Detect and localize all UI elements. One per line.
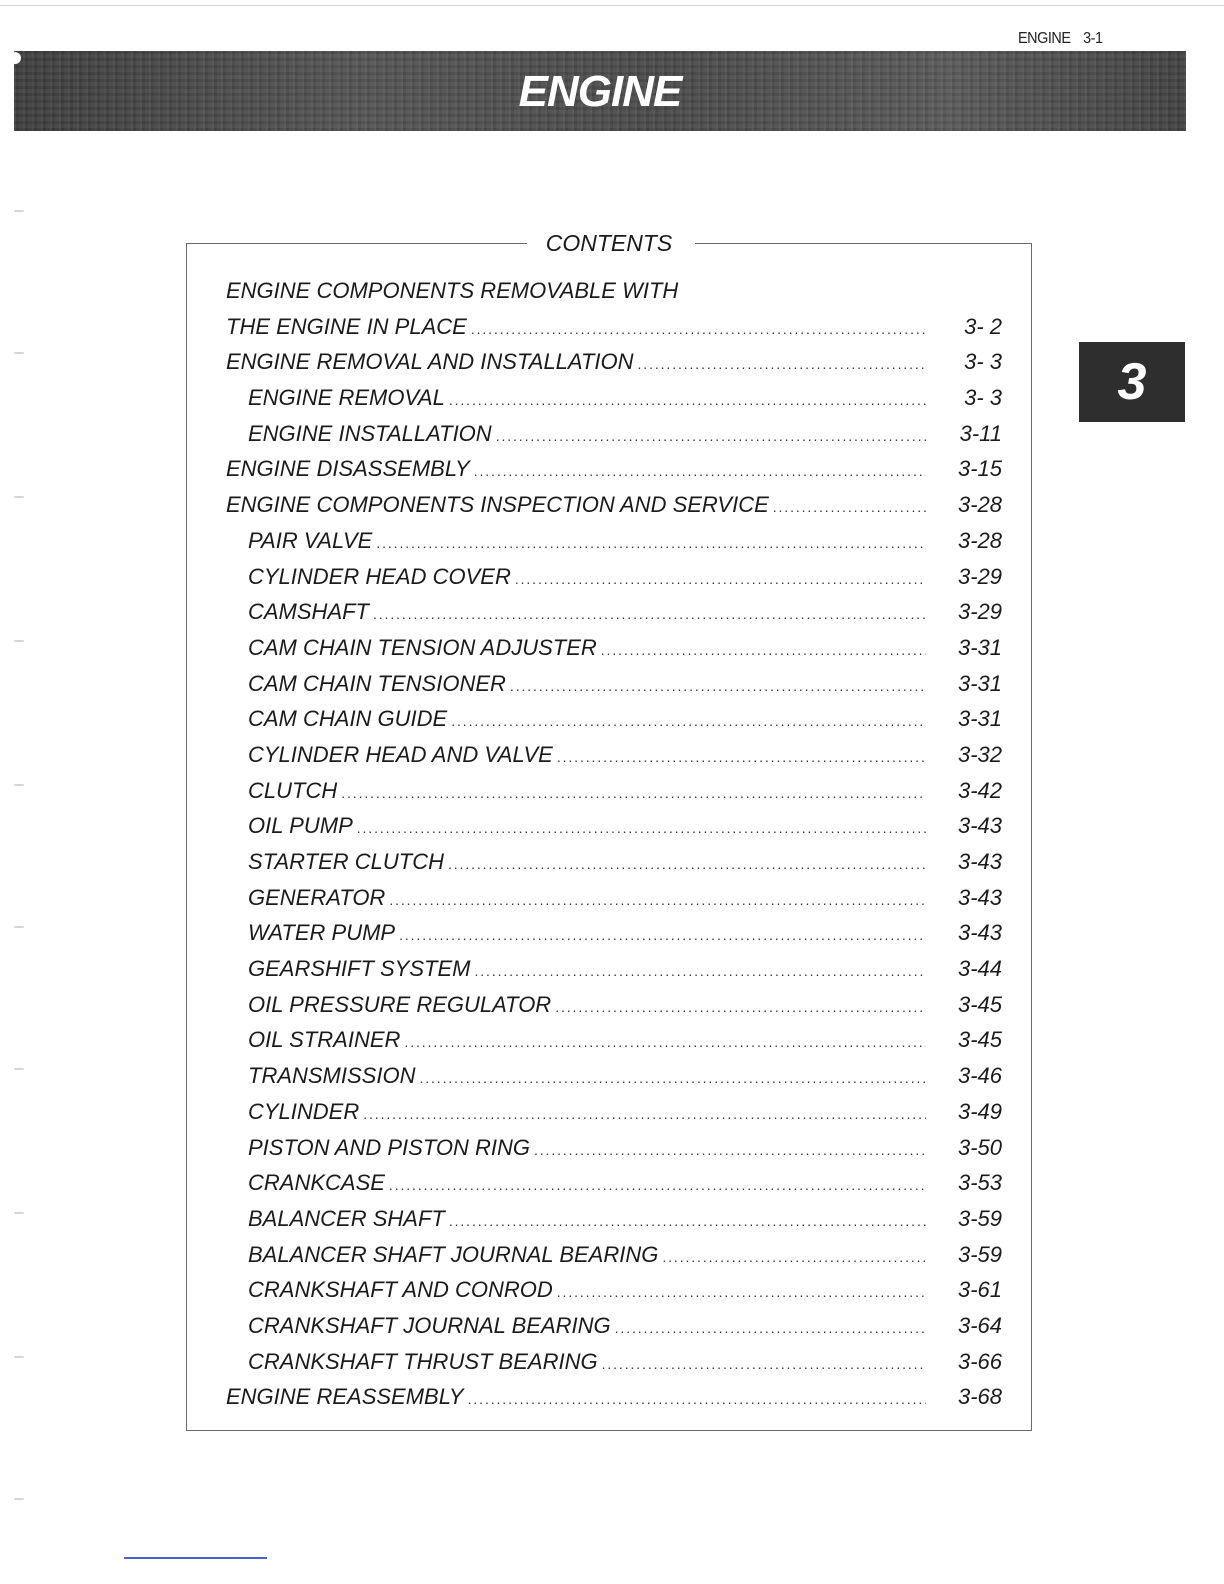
toc-entry-title: BALANCER SHAFT [248,1205,445,1231]
contents-list [226,273,1002,1415]
toc-leader-dots [471,312,926,348]
toc-entry-page: 3-49 [957,1098,1002,1124]
toc-entry-page: 3-29 [957,599,1002,625]
margin-mark [14,210,24,212]
toc-entry [226,1344,1002,1380]
toc-leader-dots [419,1061,926,1097]
toc-entry [226,380,1002,416]
toc-entry-title: CYLINDER HEAD AND VALVE [248,741,553,767]
toc-leader-dots [474,954,926,990]
toc-leader-dots [389,883,926,919]
toc-entry-title: TRANSMISSION [248,1063,416,1089]
toc-leader-dots [601,633,926,669]
toc-leader-dots [363,1097,926,1133]
toc-entry-title: BALANCER SHAFT JOURNAL BEARING [248,1241,659,1267]
toc-leader-dots [404,1025,926,1061]
toc-entry-title: CAM CHAIN GUIDE [248,706,448,732]
toc-entry-page: 3-15 [957,456,1002,482]
toc-entry-title: OIL STRAINER [248,1027,401,1053]
toc-leader-dots [534,1133,926,1169]
toc-entry-title: PISTON AND PISTON RING [248,1134,530,1160]
toc-entry-title: GEARSHIFT SYSTEM [248,956,471,982]
toc-entry [226,1308,1002,1344]
toc-leader-dots [510,669,926,705]
toc-entry [226,416,1002,452]
toc-entry-page: 3-28 [957,492,1002,518]
toc-leader-dots [615,1311,926,1347]
toc-entry [226,844,1002,880]
toc-entry-page: 3-45 [957,1027,1002,1053]
toc-entry-title: PAIR VALVE [248,527,373,553]
toc-leader-dots [449,383,926,419]
toc-leader-dots [773,490,926,526]
toc-entry-title: CAM CHAIN TENSIONER [248,670,506,696]
toc-entry [226,309,1002,345]
toc-entry-title: CRANKSHAFT AND CONROD [248,1277,553,1303]
chapter-title: ENGINE [518,67,682,116]
toc-entry-page: 3-53 [957,1170,1002,1196]
toc-entry [226,1058,1002,1094]
toc-leader-dots [496,419,926,455]
chapter-banner [14,51,1186,131]
toc-entry-title: ENGINE COMPONENTS REMOVABLE WITH [226,278,679,303]
toc-entry-title: ENGINE REMOVAL [248,385,445,411]
toc-entry-title: ENGINE REASSEMBLY [226,1384,464,1410]
toc-entry-title: CAM CHAIN TENSION ADJUSTER [248,634,597,660]
toc-entry-page: 3-32 [957,741,1002,767]
toc-leader-dots [373,597,926,633]
toc-entry [226,487,1002,523]
toc-leader-dots [602,1347,926,1383]
toc-entry-title: WATER PUMP [248,920,396,946]
toc-leader-dots [376,526,926,562]
toc-leader-dots [662,1240,926,1276]
toc-leader-dots [638,347,926,383]
running-header [1018,30,1103,48]
toc-entry-page: 3-29 [957,563,1002,589]
toc-entry [226,1022,1002,1058]
toc-entry [226,1201,1002,1237]
toc-entry [226,1130,1002,1166]
toc-leader-dots [555,990,926,1026]
binder-hole [9,52,21,64]
toc-entry-title: OIL PUMP [248,813,353,839]
toc-entry [226,915,1002,951]
toc-entry [226,1094,1002,1130]
toc-entry-title: ENGINE REMOVAL AND INSTALLATION [226,349,634,375]
toc-leader-dots [468,1382,926,1418]
toc-entry-title: STARTER CLUTCH [248,849,444,874]
toc-entry-page: 3-11 [959,420,1002,446]
toc-entry-page: 3-28 [957,527,1002,553]
toc-entry-page: 3-44 [957,956,1002,982]
margin-mark [14,1212,24,1214]
toc-entry-title: CYLINDER [248,1098,360,1124]
margin-mark [14,784,24,786]
toc-entry-title: CRANKSHAFT JOURNAL BEARING [248,1312,611,1338]
toc-leader-dots [399,918,926,954]
toc-entry-page: 3- 3 [964,349,1002,375]
toc-leader-dots [557,740,926,776]
toc-entry-title: CRANKSHAFT THRUST BEARING [248,1348,598,1374]
toc-entry [226,344,1002,380]
toc-entry [226,1379,1002,1415]
toc-entry-page: 3-61 [957,1277,1002,1303]
toc-leader-dots [357,811,926,847]
toc-entry [226,451,1002,487]
header-page-number: 3-1 [1083,30,1103,47]
toc-entry [226,523,1002,559]
toc-entry [226,630,1002,666]
toc-entry-page: 3-68 [957,1384,1002,1410]
toc-entry [226,808,1002,844]
toc-leader-dots [449,1204,926,1240]
toc-leader-dots [474,454,926,490]
toc-entry [226,1237,1002,1273]
margin-mark [14,352,24,354]
toc-entry-page: 3-50 [957,1134,1002,1160]
header-section: ENGINE [1018,30,1071,47]
toc-leader-dots [448,847,926,883]
toc-entry-page: 3-64 [957,1312,1002,1338]
toc-entry-title: CLUTCH [248,777,338,803]
toc-entry-title: CYLINDER HEAD COVER [248,563,511,589]
toc-entry-title: THE ENGINE IN PLACE [226,313,467,339]
toc-leader-dots [515,562,926,598]
toc-entry [226,737,1002,773]
toc-entry-page: 3-31 [957,634,1002,660]
toc-entry-page: 3-45 [957,991,1002,1017]
toc-entry [226,273,1002,309]
toc-entry [226,666,1002,702]
toc-entry-page: 3-42 [957,777,1002,803]
margin-mark [14,640,24,642]
toc-entry-page: 3-66 [957,1348,1002,1374]
toc-entry-page: 3-59 [957,1205,1002,1231]
toc-entry-page: 3-43 [957,884,1002,910]
toc-entry [226,880,1002,916]
toc-entry-title: ENGINE INSTALLATION [248,420,492,446]
toc-entry-page: 3-43 [957,920,1002,946]
toc-entry-title: CRANKCASE [248,1170,385,1196]
toc-entry-page: 3-43 [957,813,1002,839]
toc-entry-page: 3-59 [957,1241,1002,1267]
margin-mark [14,1356,24,1358]
chapter-tab: 3 [1079,342,1185,422]
toc-entry-page: 3-43 [957,849,1002,874]
toc-leader-dots [341,776,926,812]
top-rule [0,5,1224,6]
toc-leader-dots [557,1275,926,1311]
toc-leader-dots [389,1168,926,1204]
margin-mark [14,496,24,498]
toc-entry-page: 3- 2 [964,313,1002,339]
toc-entry [226,594,1002,630]
toc-entry-page: 3-31 [957,706,1002,732]
toc-entry [226,773,1002,809]
margin-mark [14,926,24,928]
footer-line [124,1557,267,1559]
toc-entry-title: GENERATOR [248,884,386,910]
toc-entry-page: 3-46 [957,1063,1002,1089]
margin-mark [14,1068,24,1070]
toc-entry-title: CAMSHAFT [248,599,369,625]
toc-entry-title: ENGINE DISASSEMBLY [226,456,470,482]
toc-entry-title: ENGINE COMPONENTS INSPECTION AND SERVICE [226,492,769,518]
toc-entry [226,987,1002,1023]
toc-entry [226,1272,1002,1308]
toc-entry-page: 3- 3 [964,385,1002,411]
margin-mark [14,1498,24,1500]
toc-entry [226,701,1002,737]
toc-entry-title: OIL PRESSURE REGULATOR [248,991,552,1017]
toc-entry-page: 3-31 [957,670,1002,696]
toc-entry [226,1165,1002,1201]
toc-entry [226,559,1002,595]
contents-heading: CONTENTS [545,230,673,256]
toc-leader-dots [451,704,926,740]
toc-entry [226,951,1002,987]
